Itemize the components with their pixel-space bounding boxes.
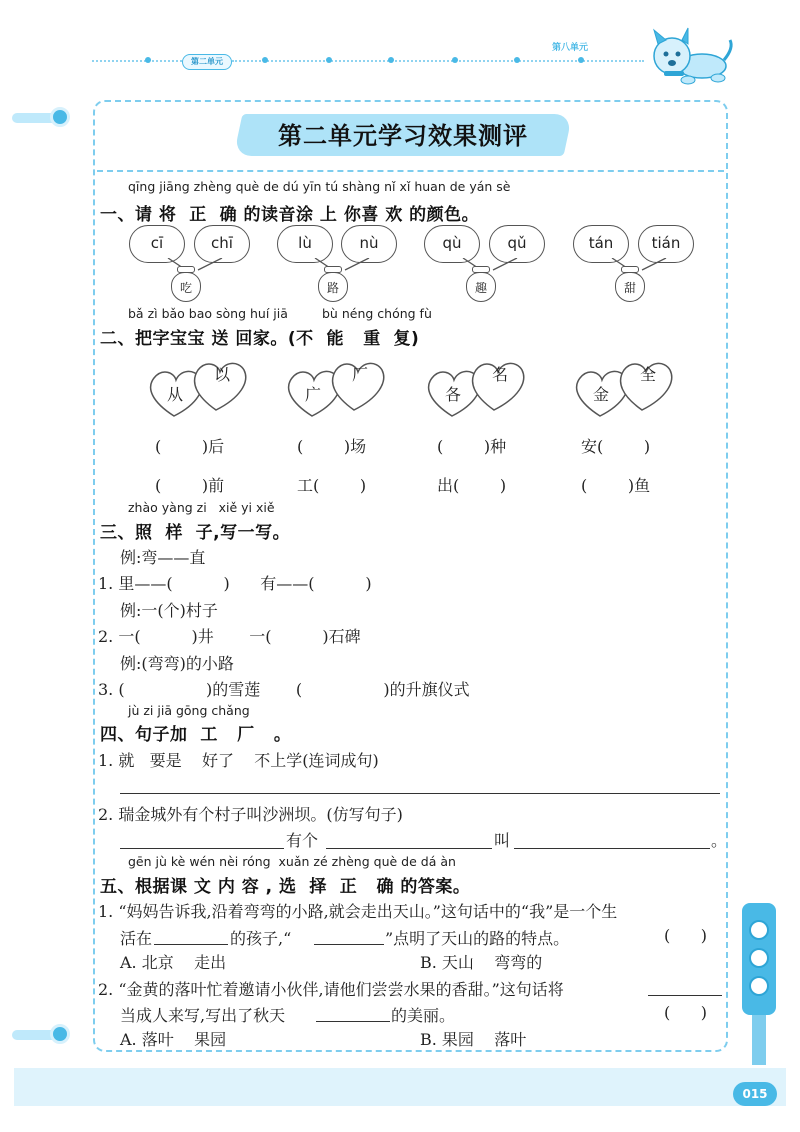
page-title: 第二单元学习效果测评 <box>278 122 528 150</box>
question-5-1: 1. “妈妈告诉我,沿着弯弯的小路,就会走出天山。”这句话中的“我”是一个生 <box>98 902 618 921</box>
heart-char-left: 广 <box>305 385 322 404</box>
section2-pinyin-b: bù néng chóng fù <box>322 306 432 321</box>
header-dot <box>514 57 520 63</box>
heart-char-right: 以 <box>214 365 231 384</box>
answer-line[interactable] <box>154 944 228 945</box>
heart-char-right: 厂 <box>352 365 369 384</box>
header-dot <box>145 57 151 63</box>
option-a[interactable]: A. 北京 走出 <box>120 953 227 972</box>
footer-band <box>14 1068 786 1106</box>
answer-line[interactable] <box>120 848 284 849</box>
traffic-light-lamp <box>749 948 769 968</box>
option-b[interactable]: B. 果园 落叶 <box>420 1030 527 1049</box>
answer-line[interactable] <box>316 1021 390 1022</box>
section3-pinyin: zhào yàng zi xiě yi xiě <box>128 500 275 515</box>
fill-blank[interactable]: ( )场 <box>297 437 367 456</box>
question-4-2-mid1: 有个 <box>286 831 319 850</box>
answer-line[interactable] <box>314 944 384 945</box>
fill-blank[interactable]: 工( ) <box>297 476 367 495</box>
unit-badge-left: 第二单元 <box>182 54 232 70</box>
answer-line[interactable] <box>648 995 722 996</box>
fill-blank[interactable]: ( )鱼 <box>581 476 651 495</box>
cloud-strings <box>604 258 674 272</box>
section4-pinyin: jù zi jiā gōng chǎng <box>128 703 250 718</box>
section2-heading: 二、把字宝宝 送 回家。(不 能 重 复) <box>100 329 420 349</box>
fill-blank[interactable]: ( )后 <box>155 437 225 456</box>
question-4-2-end: 。 <box>711 831 728 850</box>
header-dot <box>452 57 458 63</box>
pinyin-cloud[interactable]: nù <box>341 225 397 263</box>
heart-char-right: 全 <box>640 365 657 384</box>
cloud-strings <box>160 258 230 272</box>
question-4-2: 2. 瑞金城外有个村子叫沙洲坝。(仿写句子) <box>98 805 403 824</box>
heart-pair-icon <box>284 352 392 424</box>
pinyin-cloud[interactable]: tán <box>573 225 629 263</box>
section2-pinyin-a: bǎ zì bǎo bao sòng huí jiā <box>128 306 288 321</box>
question-4-2-mid2: 叫 <box>494 831 511 850</box>
character-jar: 路 <box>318 272 348 302</box>
title-divider <box>97 170 724 172</box>
question-4-1: 1. 就 要是 好了 不上学(连词成句) <box>98 751 379 770</box>
heart-pair-icon <box>424 352 532 424</box>
page-number: 015 <box>733 1082 777 1106</box>
section1-pinyin: qīng jiāng zhèng què de dú yīn tú shàng nǐ xǐ huan de yán sè <box>128 179 511 194</box>
cloud-strings <box>307 258 377 272</box>
header-dot <box>388 57 394 63</box>
puppy-mascot-icon <box>644 26 736 92</box>
question-5-2-line2b: 的美丽。 <box>391 1006 456 1025</box>
pinyin-cloud[interactable]: qù <box>424 225 480 263</box>
heart-char-left: 各 <box>445 385 462 404</box>
pinyin-cloud[interactable]: qǔ <box>489 225 545 263</box>
pinyin-cloud[interactable]: cī <box>129 225 185 263</box>
option-a[interactable]: A. 落叶 果园 <box>120 1030 227 1049</box>
heart-char-right: 名 <box>492 365 509 384</box>
traffic-light-pole <box>752 1015 766 1065</box>
fill-blank[interactable]: ( )种 <box>437 437 507 456</box>
heart-pair-icon <box>146 352 254 424</box>
cloud-strings <box>455 258 525 272</box>
answer-line[interactable] <box>326 848 492 849</box>
question-5-1-line2c: ”点明了天山的路的特点。 <box>385 929 570 948</box>
answer-paren[interactable]: ( ) <box>664 1003 707 1022</box>
question-5-1-line2b: 的孩子,“ <box>230 929 292 948</box>
answer-line[interactable] <box>120 793 720 794</box>
fill-blank[interactable]: 出( ) <box>437 476 507 495</box>
option-b[interactable]: B. 天山 弯弯的 <box>420 953 543 972</box>
section5-pinyin: gēn jù kè wén nèi róng xuǎn zé zhèng què de dá àn <box>128 854 456 869</box>
example-1: 例:弯——直 <box>120 548 206 567</box>
section1-heading: 一、请 将 正 确 的读音涂 上 你喜 欢 的颜色。 <box>100 205 480 225</box>
fill-blank[interactable]: 安( ) <box>581 437 651 456</box>
character-jar: 趣 <box>466 272 496 302</box>
header-dotted-line-left <box>92 60 182 62</box>
character-jar: 甜 <box>615 272 645 302</box>
header-dot <box>326 57 332 63</box>
heart-char-left: 金 <box>593 385 610 404</box>
character-jar: 吃 <box>171 272 201 302</box>
pinyin-cloud[interactable]: chī <box>194 225 250 263</box>
section5-heading: 五、根据课 文 内 容 , 选 择 正 确 的答案。 <box>100 877 471 897</box>
heart-char-left: 从 <box>167 385 184 404</box>
traffic-light-lamp <box>749 920 769 940</box>
traffic-light-lamp <box>749 976 769 996</box>
question-5-1-line2a: 活在 <box>120 929 153 948</box>
question-5-2-line2a: 当成人来写,写出了秋天 <box>120 1006 286 1025</box>
pinyin-cloud[interactable]: lù <box>277 225 333 263</box>
section3-heading: 三、照 样 子,写一写。 <box>100 523 291 543</box>
section4-heading: 四、句子加 工 厂 。 <box>100 725 292 745</box>
heart-pair-icon <box>572 352 680 424</box>
pinyin-cloud[interactable]: tián <box>638 225 694 263</box>
example-3: 例:(弯弯)的小路 <box>120 654 234 673</box>
question-3-3[interactable]: 3. ( )的雪莲 ( )的升旗仪式 <box>98 680 470 699</box>
question-3-1[interactable]: 1. 里——( ) 有——( ) <box>98 574 372 593</box>
question-3-2[interactable]: 2. 一( )井 一( )石碑 <box>98 627 361 646</box>
header-dot <box>578 57 584 63</box>
example-2: 例:一(个)村子 <box>120 601 218 620</box>
unit-label-right: 第八单元 <box>552 43 589 53</box>
side-knob-decor <box>50 107 70 127</box>
answer-paren[interactable]: ( ) <box>664 926 707 945</box>
header-dot <box>262 57 268 63</box>
question-5-2: 2. “金黄的落叶忙着邀请小伙伴,请他们尝尝水果的香甜。”这句话将 <box>98 980 564 999</box>
answer-line[interactable] <box>514 848 710 849</box>
side-knob-decor <box>50 1024 70 1044</box>
fill-blank[interactable]: ( )前 <box>155 476 225 495</box>
